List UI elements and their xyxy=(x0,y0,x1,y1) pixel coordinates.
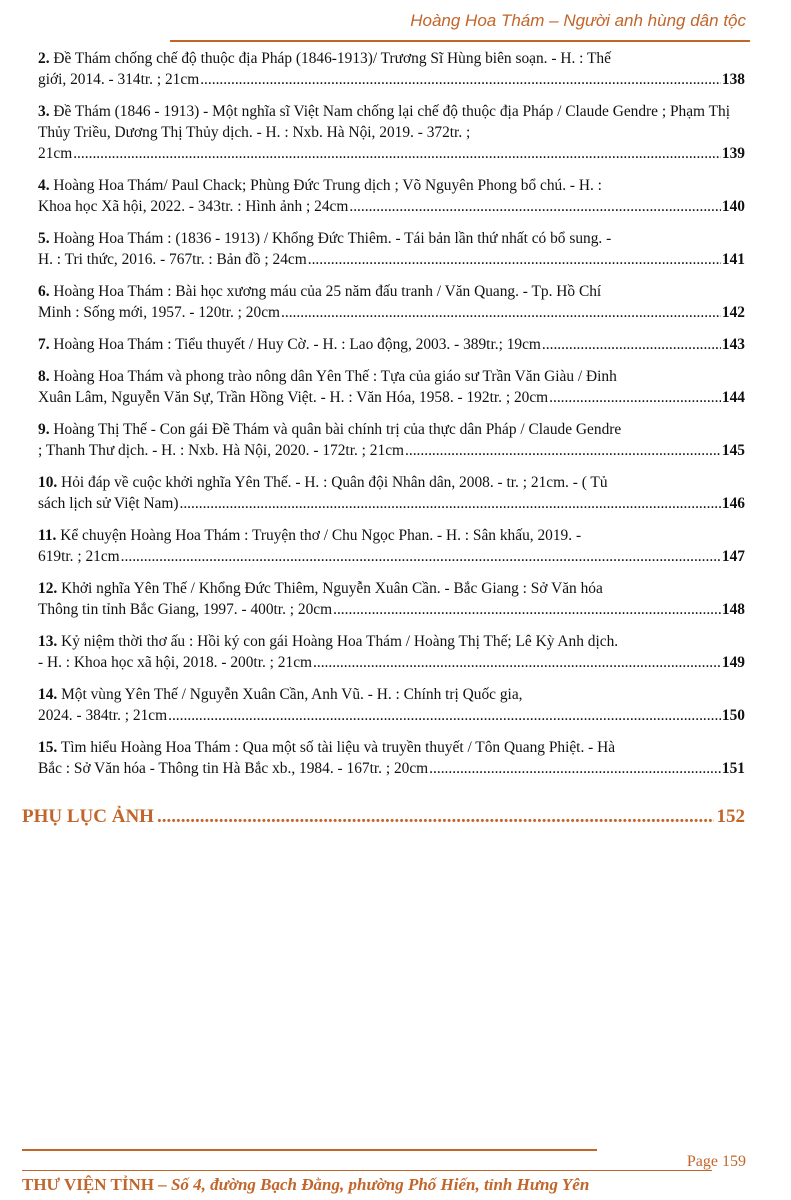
dot-leader xyxy=(349,196,721,217)
entry-text-end: giới, 2014. - 314tr. ; 21cm xyxy=(38,71,200,88)
bibliography-entry xyxy=(38,101,745,164)
appendix-label: PHỤ LỤC ẢNH xyxy=(22,806,154,827)
bibliography-entry xyxy=(38,334,745,355)
entry-text: Đề Thám (1846 - 1913) - Một nghĩa sĩ Việt Nam chống lại chế độ thuộc địa Pháp / Claude Gendre ; Phạm Thị Thủy Triều, Dương Thị Thủy dịch. - H. : Nxb. Hà Nội, 2019. - 372tr. ; xyxy=(38,103,730,141)
entry-number: 12. xyxy=(38,580,58,597)
bibliography-entry xyxy=(38,684,745,726)
entry-number: 14. xyxy=(38,686,58,703)
entry-text-end: H. : Tri thức, 2016. - 767tr. : Bản đồ ; 24cm xyxy=(38,251,307,268)
entry-text: Hoàng Hoa Thám/ Paul Chack; Phùng Đức Trung dịch ; Võ Nguyên Phong bổ chú. - H. : xyxy=(53,177,602,194)
entry-page-number: 147 xyxy=(721,548,745,565)
entry-number: 7. xyxy=(38,336,50,353)
footer-address: – Số 4, đường Bạch Đằng, phường Phố Hiến, tỉnh Hưng Yên xyxy=(153,1175,590,1194)
dot-leader xyxy=(542,334,721,355)
dot-leader xyxy=(308,249,721,270)
entry-text: Hỏi đáp về cuộc khởi nghĩa Yên Thế. - H. : Quân đội Nhân dân, 2008. - tr. ; 21cm. - ( Tủ xyxy=(61,474,608,491)
entry-page-number: 140 xyxy=(721,198,745,215)
footer-rule-bottom xyxy=(22,1170,712,1171)
entry-text: Kể chuyện Hoàng Hoa Thám : Truyện thơ / Chu Ngọc Phan. - H. : Sân khấu, 2019. - xyxy=(60,527,582,544)
bibliography-entry xyxy=(38,281,745,323)
page-number: Page 159 xyxy=(686,1153,746,1170)
entry-number: 3. xyxy=(38,103,50,120)
bibliography-entry xyxy=(38,578,745,620)
entry-text: Hoàng Hoa Thám : Bài học xương máu của 25 năm đấu tranh / Văn Quang. - Tp. Hồ Chí xyxy=(53,283,602,300)
dot-leader xyxy=(405,440,721,461)
entry-text-end: 2024. - 384tr. ; 21cm xyxy=(38,707,168,724)
dot-leader xyxy=(121,546,721,567)
entry-text-end: 21cm xyxy=(38,145,73,162)
bibliography-entry xyxy=(38,737,745,779)
bibliography-entry xyxy=(38,525,745,567)
entry-page-number: 150 xyxy=(721,707,745,724)
entry-text-end: Xuân Lâm, Nguyễn Văn Sự, Trần Hồng Việt. - H. : Văn Hóa, 1958. - 192tr. ; 20cm xyxy=(38,389,549,406)
entry-page-number: 146 xyxy=(721,495,745,512)
entry-text: Đề Thám chống chế độ thuộc địa Pháp (1846-1913)/ Trương Sĩ Hùng biên soạn. - H. : Thế xyxy=(53,50,611,67)
running-header-title: Hoàng Hoa Thám – Người anh hùng dân tộc xyxy=(410,11,746,30)
entry-number: 10. xyxy=(38,474,58,491)
dot-leader xyxy=(333,599,721,620)
dot-leader xyxy=(549,387,721,408)
bibliography-entry xyxy=(38,366,745,408)
dot-leader xyxy=(281,302,721,323)
entry-page-number: 138 xyxy=(721,71,745,88)
entry-page-number: 141 xyxy=(721,251,745,268)
bibliography-list xyxy=(38,48,745,790)
entry-text-end: ; Thanh Thư dịch. - H. : Nxb. Hà Nội, 2020. - 172tr. ; 21cm xyxy=(38,442,404,459)
dot-leader xyxy=(429,758,721,779)
bibliography-entry xyxy=(38,48,745,90)
entry-text: Tìm hiểu Hoàng Hoa Thám : Qua một số tài liệu và truyền thuyết / Tôn Quang Phiệt. - Hà xyxy=(60,739,616,756)
bibliography-entry xyxy=(38,228,745,270)
bibliography-entry xyxy=(38,175,745,217)
dot-leader xyxy=(157,806,714,828)
entry-text: Hoàng Hoa Thám : (1836 - 1913) / Khổng Đức Thiêm. - Tái bản lần thứ nhất có bổ sung. - xyxy=(53,230,612,247)
entry-page-number: 149 xyxy=(721,654,745,671)
entry-page-number: 148 xyxy=(721,601,745,618)
footer-library-address xyxy=(22,1175,589,1195)
entry-text-end: - H. : Khoa học xã hội, 2018. - 200tr. ; 21cm xyxy=(38,654,312,671)
bibliography-entry xyxy=(38,472,745,514)
entry-number: 4. xyxy=(38,177,50,194)
entry-text-end: sách lịch sử Việt Nam) xyxy=(38,495,179,512)
dot-leader xyxy=(200,69,721,90)
entry-text: Hoàng Thị Thế - Con gái Đề Thám và quân bài chính trị của thực dân Pháp / Claude Gendre xyxy=(53,421,622,438)
footer-library-name: THƯ VIỆN TỈNH xyxy=(22,1175,154,1194)
dot-leader xyxy=(313,652,721,673)
entry-number: 6. xyxy=(38,283,50,300)
entry-number: 8. xyxy=(38,368,50,385)
entry-number: 9. xyxy=(38,421,50,438)
bibliography-entry xyxy=(38,631,745,673)
entry-text-end: 619tr. ; 21cm xyxy=(38,548,120,565)
entry-page-number: 143 xyxy=(721,336,745,353)
footer-rule-top xyxy=(22,1149,597,1151)
entry-page-number: 139 xyxy=(721,145,745,162)
dot-leader xyxy=(179,493,720,514)
entry-page-number: 142 xyxy=(721,304,745,321)
header-rule xyxy=(170,40,750,42)
entry-text: Khởi nghĩa Yên Thế / Khổng Đức Thiêm, Nguyễn Xuân Cần. - Bắc Giang : Sở Văn hóa xyxy=(61,580,603,597)
dot-leader xyxy=(73,143,721,164)
entry-number: 11. xyxy=(38,527,57,544)
entry-text: Một vùng Yên Thế / Nguyễn Xuân Cần, Anh Vũ. - H. : Chính trị Quốc gia, xyxy=(61,686,523,703)
entry-number: 15. xyxy=(38,739,58,756)
entry-text: Kỷ niệm thời thơ ấu : Hồi ký con gái Hoàng Hoa Thám / Hoàng Thị Thế; Lê Kỳ Anh dịch. xyxy=(61,633,619,650)
entry-page-number: 151 xyxy=(721,760,745,777)
entry-text-end: Bắc : Sở Văn hóa - Thông tin Hà Bắc xb., 1984. - 167tr. ; 20cm xyxy=(38,760,429,777)
entry-number: 5. xyxy=(38,230,50,247)
entry-text-end: Hoàng Hoa Thám : Tiểu thuyết / Huy Cờ. - H. : Lao động, 2003. - 389tr.; 19cm xyxy=(53,336,541,353)
entry-text-end: Khoa học Xã hội, 2022. - 343tr. : Hình ảnh ; 24cm xyxy=(38,198,349,215)
entry-number: 2. xyxy=(38,50,50,67)
entry-text: Hoàng Hoa Thám và phong trào nông dân Yên Thế : Tựa của giáo sư Trần Văn Giàu / Đinh xyxy=(53,368,617,385)
entry-page-number: 145 xyxy=(721,442,745,459)
appendix-photos-entry[interactable] xyxy=(22,806,745,828)
bibliography-entry xyxy=(38,419,745,461)
entry-number: 13. xyxy=(38,633,58,650)
entry-page-number: 144 xyxy=(721,389,745,406)
appendix-page-number: 152 xyxy=(716,806,745,827)
entry-text-end: Minh : Sống mới, 1957. - 120tr. ; 20cm xyxy=(38,304,280,321)
dot-leader xyxy=(168,705,721,726)
entry-text-end: Thông tin tỉnh Bắc Giang, 1997. - 400tr. ; 20cm xyxy=(38,601,333,618)
